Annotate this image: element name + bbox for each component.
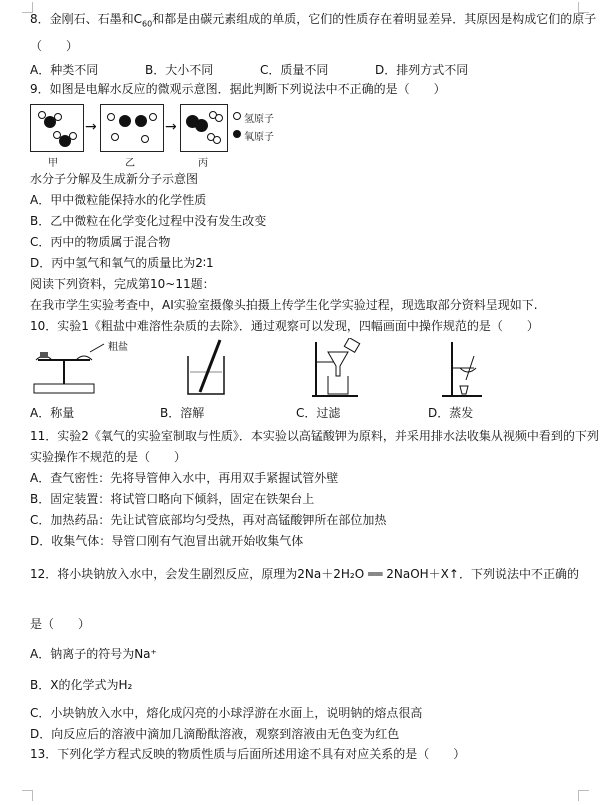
q9-option-d: D．丙中氢气和氧气的质量比为2∶1: [30, 256, 214, 270]
q12-option-a: A．钠离子的符号为Na⁺: [30, 647, 157, 661]
legend-hydrogen-swatch: [233, 112, 241, 120]
q12-option-b: B．X的化学式为H₂: [30, 678, 133, 692]
q10-stem: 10．实验1《粗盐中难溶性杂质的去除》．通过观察可以发现，四幅画面中操作规范的是（ ）: [30, 319, 539, 333]
q12-option-c: C．小块钠放入水中，熔化成闪亮的小球浮游在水面上，说明钠的熔点很高: [30, 706, 423, 720]
box-bing: [180, 104, 228, 152]
box-yi: [100, 104, 164, 152]
corner-mark-bottom-left: [22, 790, 33, 801]
q10-option-b: B．溶解: [160, 406, 205, 420]
beaker-stirring-image: [180, 338, 240, 398]
q11-option-c: C．加热药品：先让试管底部均匀受热，再对高锰酸钾所在部位加热: [30, 513, 387, 527]
q9-option-c: C．丙中的物质属于混合物: [30, 235, 171, 249]
legend-oxygen-swatch: [233, 130, 241, 138]
box-jia: [30, 104, 84, 152]
q8-stem-subscript: 60: [142, 19, 153, 29]
q8-option-b: B．大小不同: [145, 63, 214, 77]
q10-option-a: A．称量: [30, 406, 75, 420]
h-atom: [215, 114, 223, 122]
h-atom: [111, 133, 119, 141]
h-atom: [107, 113, 115, 121]
q8-option-c: C．质量不同: [260, 63, 329, 77]
legend-oxygen-label: 氧原子: [244, 132, 274, 143]
q8-stem: [30, 11, 596, 32]
q11-stem-line2: 实验操作不规范的是（ ）: [30, 450, 187, 464]
h-atom: [54, 113, 62, 121]
arrow-icon: →: [165, 119, 177, 135]
q10-option-d: D．蒸发: [428, 406, 474, 420]
o-atom: [195, 119, 208, 132]
label-bing: 丙: [198, 158, 208, 169]
q11-stem: 11．实验2《氧气的实验室制取与性质》．本实验以高锰酸钾为原料，并采用排水法收集从视频中看到的下列: [30, 429, 599, 443]
reading-text: 在我市学生实验考查中，AI实验室摄像头拍摄上传学生化学实验过程，现选取部分资料呈现如下.: [30, 298, 538, 312]
h-atom: [69, 132, 77, 140]
corner-mark-bottom-right: [578, 790, 589, 801]
h-atom: [213, 136, 221, 144]
q10-figures: [30, 338, 470, 400]
crude-salt-label: 粗盐: [108, 342, 128, 353]
q11-option-a: A．查气密性：先将导管伸入水中，再用双手紧握试管外壁: [30, 471, 339, 485]
q9-figure: [30, 104, 274, 169]
h-atom: [149, 113, 157, 121]
arrow-icon: →: [85, 119, 97, 135]
evaporation-setup-image: [438, 338, 498, 400]
filtration-setup-image: [308, 338, 368, 400]
reading-intro: 阅读下列资料，完成第10~11题：: [30, 277, 215, 291]
q13-stem: 13．下列化学方程式反映的物质性质与后面所述用途不具有对应关系的是（ ）: [30, 747, 466, 761]
label-jia: 甲: [48, 158, 58, 169]
q8-paren: （ ）: [30, 39, 79, 53]
q8-stem-part2: 和都是由碳元素组成的单质，它们的性质存在着明显差异．其原因是构成它们的原子: [152, 12, 597, 26]
q8-option-a: A．种类不同: [30, 63, 99, 77]
q11-option-b: B．固定装置：将试管口略向下倾斜，固定在铁架台上: [30, 492, 315, 506]
legend-hydrogen-label: 氢原子: [244, 114, 274, 125]
q12-stem-line2: 是（ ）: [30, 617, 91, 631]
label-yi: 乙: [125, 158, 135, 169]
q9-figure-caption: 水分子分解及生成新分子示意图: [30, 172, 199, 186]
q11-option-d: D．收集气体：导管口刚有气泡冒出就开始收集气体: [30, 534, 304, 548]
q9-option-a: A．甲中微粒能保持水的化学性质: [30, 193, 207, 207]
q8-stem-part1: 8．金刚石、石墨和C: [30, 12, 143, 26]
q9-option-b: B．乙中微粒在化学变化过程中没有发生改变: [30, 214, 267, 228]
q9-stem: 9．如图是电解水反应的微观示意图．据此判断下列说法中不正确的是（ ）: [30, 82, 446, 96]
q10-option-c: C．过滤: [296, 406, 341, 420]
q12-stem: 12．将小块钠放入水中，会发生剧烈反应，原理为2Na＋2H₂O ══ 2NaOH＋X↑．下列说法中不正确的: [30, 567, 579, 581]
h-atom: [141, 135, 149, 143]
o-atom: [119, 115, 131, 127]
o-atom: [135, 115, 147, 127]
q8-option-d: D．排列方式不同: [375, 63, 469, 77]
q12-option-d: D．向反应后的溶液中滴加几滴酚酞溶液，观察到溶液由无色变为红色: [30, 727, 400, 741]
